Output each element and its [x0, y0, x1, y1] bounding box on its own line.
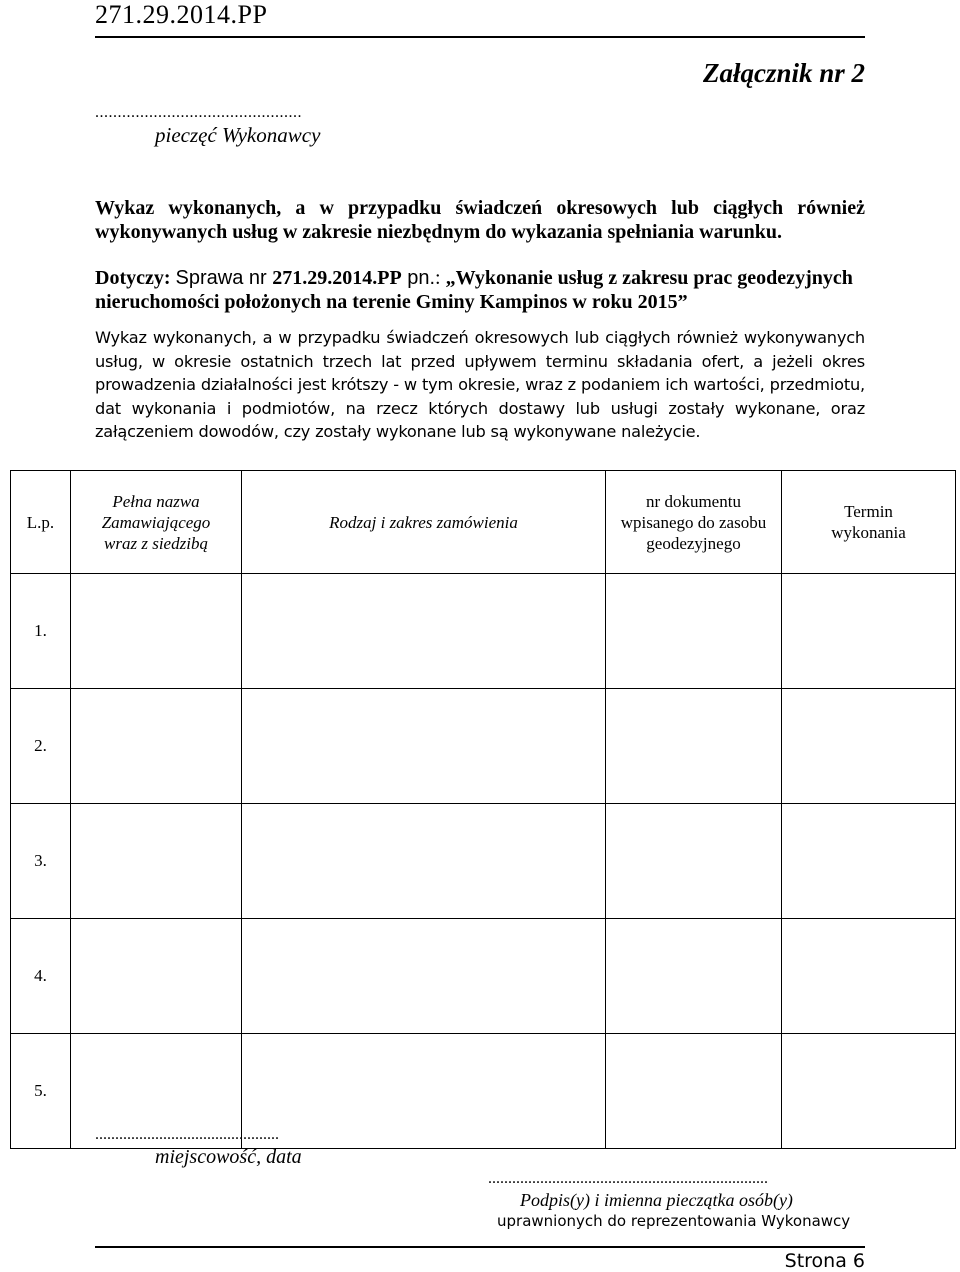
row-number: 5.	[11, 1034, 71, 1149]
annex-title: Załącznik nr 2	[702, 58, 865, 88]
cell-client[interactable]	[71, 919, 242, 1034]
place-date-dots: ..............................................	[95, 1126, 279, 1143]
cell-scope[interactable]	[242, 804, 606, 919]
document-title: Wykaz wykonanych, a w przypadku świadczeń okresowych lub ciągłych również wykonywanych usług w zakresie niezbędnym do wykazania spełniania warunku.	[95, 197, 865, 243]
cell-doc-number[interactable]	[606, 919, 782, 1034]
sprawa-number: 271.29.2014.PP	[272, 267, 402, 289]
cell-client[interactable]	[71, 574, 242, 689]
table-row	[11, 919, 956, 1034]
header-doc-number	[606, 471, 782, 574]
header-date	[782, 471, 956, 574]
cell-client[interactable]	[71, 804, 242, 919]
cell-doc-number[interactable]	[606, 804, 782, 919]
cell-date[interactable]	[782, 574, 956, 689]
cell-scope[interactable]	[242, 1034, 606, 1149]
cell-doc-number[interactable]	[606, 574, 782, 689]
sprawa-pn: pn.	[401, 267, 436, 289]
row-number: 3.	[11, 804, 71, 919]
table-row	[11, 689, 956, 804]
header-doc-number-label: nr dokumentu wpisanego do zasobu geodezyjnego	[620, 491, 767, 553]
footer-divider	[95, 1246, 865, 1248]
regarding-prefix: Dotyczy:	[95, 267, 176, 289]
signature-dots: ......................................................................	[488, 1170, 768, 1187]
regarding-colon: :	[435, 267, 446, 289]
row-number: 2.	[11, 689, 71, 804]
cell-doc-number[interactable]	[606, 689, 782, 804]
cell-date[interactable]	[782, 1034, 956, 1149]
stamp-label: pieczęć Wykonawcy	[155, 123, 321, 147]
header-scope: Rodzaj i zakres zamówienia	[242, 471, 606, 574]
cell-doc-number[interactable]	[606, 1034, 782, 1149]
page-number: Strona 6	[784, 1250, 865, 1272]
cell-date[interactable]	[782, 804, 956, 919]
signature-sublabel: uprawnionych do reprezentowania Wykonawcy	[497, 1212, 851, 1230]
signature-label: Podpis(y) i imienna pieczątka osób(y)	[520, 1190, 793, 1210]
stamp-dots: ..............................................	[95, 104, 302, 121]
header-client-label: Pełna nazwa Zamawiającego wraz z siedzibą	[101, 491, 211, 553]
row-number: 4.	[11, 919, 71, 1034]
header-lp: L.p.	[11, 471, 71, 574]
table-row	[11, 574, 956, 689]
header-date-label: Termin wykonania	[831, 502, 906, 542]
cell-date[interactable]	[782, 689, 956, 804]
table-header-row	[11, 471, 956, 574]
header-client	[71, 471, 242, 574]
place-date-label: miejscowość, data	[155, 1146, 302, 1168]
cell-client[interactable]	[71, 689, 242, 804]
regarding-line	[95, 266, 865, 314]
row-number: 1.	[11, 574, 71, 689]
cell-scope[interactable]	[242, 574, 606, 689]
services-table	[10, 470, 956, 1149]
table-row	[11, 804, 956, 919]
sprawa-label: Sprawa nr	[175, 267, 273, 289]
cell-date[interactable]	[782, 919, 956, 1034]
cell-scope[interactable]	[242, 689, 606, 804]
cell-scope[interactable]	[242, 919, 606, 1034]
regarding-subject: „Wykonanie usług z zakresu prac geodezyjnych nieruchomości położonych na terenie Gminy Kampinos w roku 2015”	[95, 267, 853, 313]
document-reference: 271.29.2014.PP	[95, 0, 268, 29]
header-divider	[95, 36, 865, 38]
description-paragraph: Wykaz wykonanych, a w przypadku świadczeń okresowych lub ciągłych również wykonywanych usług, w okresie ostatnich trzech lat przed upływem terminu składania ofert, a jeżeli okres prowadzenia działalności jest krótszy - w tym okresie, wraz z podaniem ich wartości, przedmiotu, dat wykonania i podmiotów, na rzecz których dostawy lub usługi zostały wykonane, oraz załączeniem dowodów, czy zostały wykonane lub są wykonywane należycie.	[95, 328, 865, 441]
